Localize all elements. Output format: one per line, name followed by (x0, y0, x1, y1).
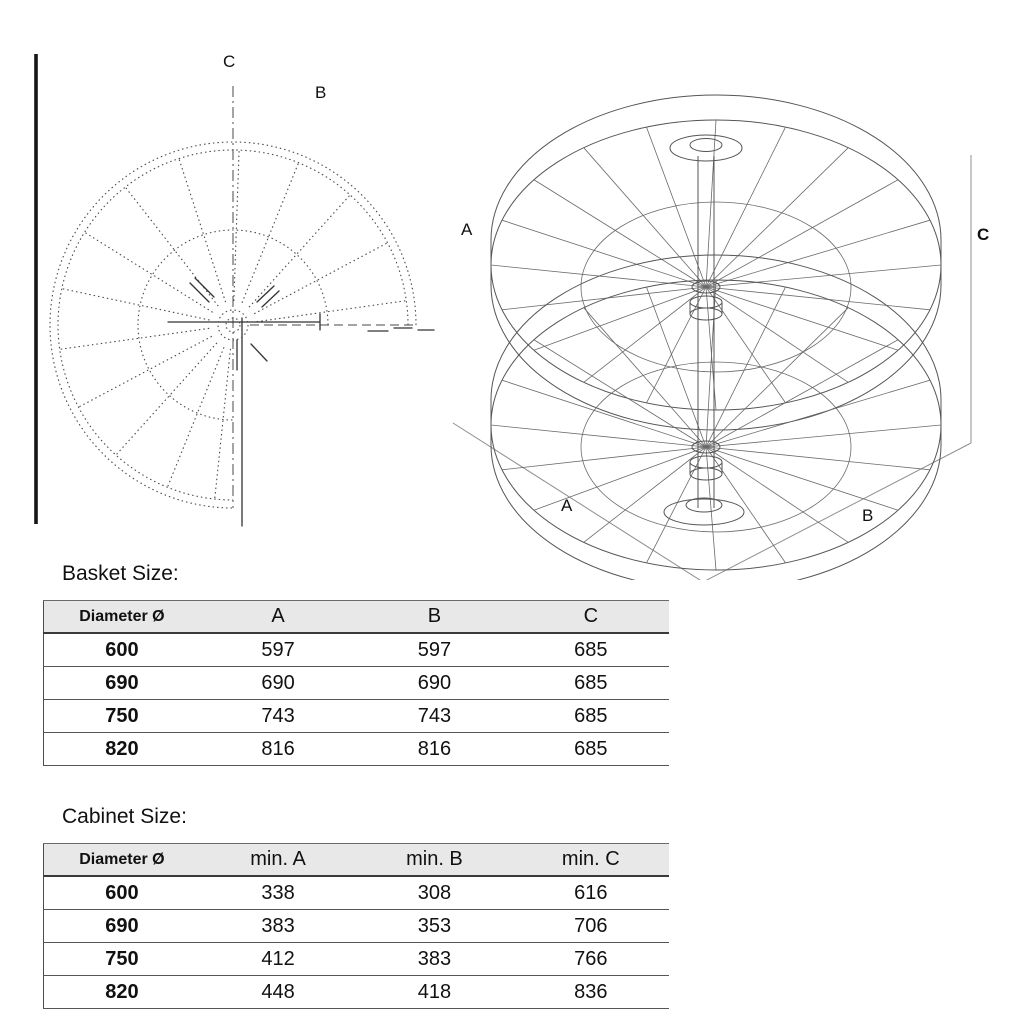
header-row (44, 601, 670, 634)
spoke-wire (257, 301, 407, 322)
top-basket (491, 95, 941, 430)
dimension-cell: 308 (356, 876, 512, 910)
spoke-wire (491, 425, 706, 447)
spoke-wire (502, 220, 706, 287)
dimension-cell: 690 (200, 667, 356, 700)
bottom-basket-fan-wires (491, 280, 941, 570)
spoke-wire (85, 232, 213, 312)
top-view-svg (20, 40, 440, 540)
dimension-cell: 816 (200, 733, 356, 766)
diameter-cell: 690 (44, 667, 200, 700)
dimension-cell: 418 (356, 976, 512, 1009)
dimension-cell: 685 (513, 700, 669, 733)
spoke-wire (706, 265, 941, 287)
spoke-wire (167, 347, 224, 487)
dimension-cell: 685 (513, 633, 669, 667)
cabinet-table-title: Cabinet Size: (62, 805, 187, 828)
column-header: min. A (200, 844, 356, 877)
dimension-cell: 383 (356, 943, 512, 976)
basket-size-table (43, 600, 669, 766)
spoke-wire (254, 243, 387, 314)
dimension-cell: 743 (356, 700, 512, 733)
dimension-cell: 743 (200, 700, 356, 733)
spoke-wire (646, 447, 706, 563)
spoke-wire (179, 159, 226, 303)
table-row (44, 910, 670, 943)
spoke-wire (646, 287, 706, 403)
diameter-cell: 750 (44, 700, 200, 733)
dimension-tick-right (368, 328, 434, 331)
spoke-wire (584, 287, 706, 382)
spoke-wire (706, 340, 898, 447)
table-row (44, 667, 670, 700)
spoke-wire (249, 195, 350, 307)
table-row (44, 976, 670, 1009)
table-row (44, 876, 670, 910)
dim-label-c-height: C (977, 225, 990, 244)
spoke-wire (706, 180, 898, 287)
spoke-wire (706, 287, 786, 447)
isometric-view-svg (440, 60, 1024, 580)
top-basket-fan-wires (491, 120, 941, 410)
spoke-wire (502, 380, 706, 447)
dimension-cell: 448 (200, 976, 356, 1009)
center-pole (664, 135, 744, 525)
diameter-cell: 820 (44, 733, 200, 766)
spoke-wire (116, 343, 217, 455)
spoke-wire (234, 150, 239, 301)
spoke-wire (584, 308, 706, 447)
spoke-wire (534, 340, 706, 447)
spoke-wire (125, 187, 218, 306)
table-row (44, 700, 670, 733)
diameter-cell: 750 (44, 943, 200, 976)
dimension-cell: 690 (356, 667, 512, 700)
column-header: C (513, 601, 669, 634)
dim-label-b-top-view: B (315, 83, 327, 102)
spoke-wire (62, 289, 210, 320)
dimension-cell: 685 (513, 667, 669, 700)
spoke-wire (584, 148, 706, 287)
header-row (44, 844, 670, 877)
column-header: Diameter Ø (44, 601, 200, 634)
dimension-cell: 816 (356, 733, 512, 766)
dimension-cell: 597 (356, 633, 512, 667)
dimension-cell: 706 (513, 910, 669, 943)
cabinet-size-table (43, 843, 669, 1009)
top-view-drawing (20, 40, 440, 540)
dim-label-a-side: A (461, 220, 473, 239)
spoke-wire (706, 287, 848, 382)
spoke-wire (706, 287, 786, 403)
column-header: A (200, 601, 356, 634)
dimension-cell: 383 (200, 910, 356, 943)
spoke-wire (78, 336, 211, 407)
column-header: Diameter Ø (44, 844, 200, 877)
spoke-wire (706, 127, 786, 287)
diameter-cell: 820 (44, 976, 200, 1009)
dim-label-c-top-view: C (223, 52, 236, 71)
diameter-cell: 690 (44, 910, 200, 943)
spoke-wire (60, 328, 210, 349)
spoke-wire (706, 447, 848, 542)
dimension-cell: 616 (513, 876, 669, 910)
dimension-cell: 353 (356, 910, 512, 943)
spoke-wire (215, 349, 231, 499)
table-row (44, 733, 670, 766)
isometric-view-drawing (440, 60, 1024, 580)
spoke-wire (706, 425, 941, 447)
column-header: B (356, 601, 512, 634)
dimension-cell: 836 (513, 976, 669, 1009)
spoke-wire (646, 287, 706, 447)
diameter-cell: 600 (44, 876, 200, 910)
column-header: min. C (513, 844, 669, 877)
spoke-wire (584, 447, 706, 542)
dimension-cell: 412 (200, 943, 356, 976)
basket-table-title: Basket Size: (62, 562, 179, 585)
dim-label-a-floor: A (561, 496, 573, 515)
dim-label-b-floor: B (862, 506, 874, 525)
spoke-wire (534, 180, 706, 287)
dimension-cell: 338 (200, 876, 356, 910)
diameter-cell: 600 (44, 633, 200, 667)
dimension-cell: 597 (200, 633, 356, 667)
dimension-cell: 766 (513, 943, 669, 976)
table-row (44, 943, 670, 976)
spoke-wire (706, 447, 786, 563)
spoke-wire (242, 163, 299, 303)
column-header: min. B (356, 844, 512, 877)
spoke-wire (646, 127, 706, 287)
table-row (44, 633, 670, 667)
dimension-cell: 685 (513, 733, 669, 766)
